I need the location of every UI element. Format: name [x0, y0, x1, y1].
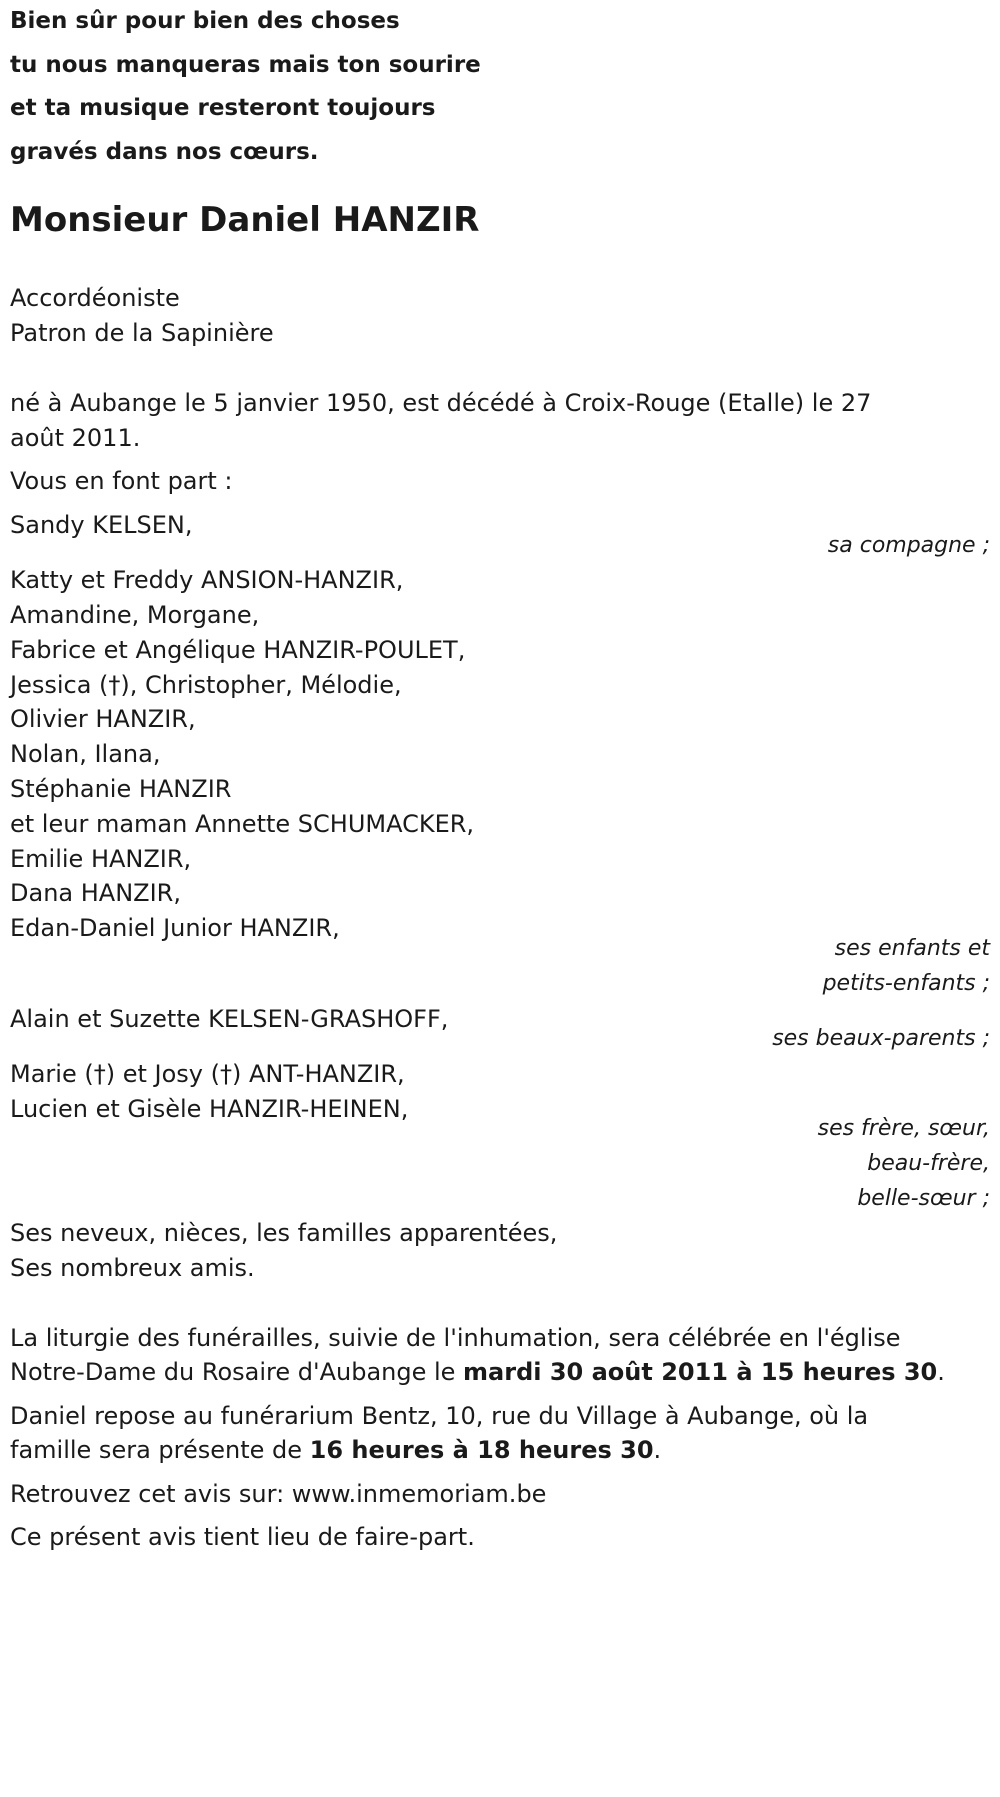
family-name-line: Katty et Freddy ANSION-HANZIR, [10, 566, 404, 594]
relation-label: belle-sœur ; [857, 1186, 990, 1211]
family-name-line: Stéphanie HANZIR [10, 775, 232, 803]
title-line: Patron de la Sapinière [10, 319, 274, 347]
relation-label: ses enfants et [834, 936, 990, 961]
family-name-line: Edan-Daniel Junior HANZIR, [10, 914, 340, 942]
relation-label: petits-enfants ; [822, 971, 990, 996]
family-name-line: Jessica (†), Christopher, Mélodie, [10, 671, 402, 699]
title-line: Accordéoniste [10, 284, 180, 312]
deceased-name: Monsieur Daniel HANZIR [10, 200, 480, 240]
funeral-text: . [937, 1358, 945, 1386]
family-name-line: et leur maman Annette SCHUMACKER, [10, 810, 475, 838]
family-name-line: Ses neveux, nièces, les familles apparentées, [10, 1219, 558, 1247]
funeral-datetime: mardi 30 août 2011 à 15 heures 30 [463, 1358, 938, 1386]
birth-death-line: août 2011. [10, 424, 141, 452]
visitation-line: Daniel repose au funérarium Bentz, 10, rue du Village à Aubange, où la [10, 1402, 869, 1430]
family-name-line: Dana HANZIR, [10, 879, 181, 907]
family-name-line: Lucien et Gisèle HANZIR-HEINEN, [10, 1095, 409, 1123]
family-name-line: Nolan, Ilana, [10, 740, 161, 768]
funeral-line [10, 1358, 945, 1386]
poem-line: Bien sûr pour bien des choses [10, 8, 400, 34]
funeral-text: Notre-Dame du Rosaire d'Aubange le [10, 1358, 464, 1386]
family-name-line: Amandine, Morgane, [10, 601, 260, 629]
poem-line: gravés dans nos cœurs. [10, 139, 319, 165]
family-name-line: Sandy KELSEN, [10, 511, 193, 539]
family-name-line: Marie (†) et Josy (†) ANT-HANZIR, [10, 1060, 405, 1088]
family-name-line: Alain et Suzette KELSEN-GRASHOFF, [10, 1005, 449, 1033]
birth-death-line: né à Aubange le 5 janvier 1950, est décédé à Croix-Rouge (Etalle) le 27 [10, 389, 872, 417]
relation-label: sa compagne ; [827, 533, 990, 558]
family-name-line: Emilie HANZIR, [10, 845, 192, 873]
visitation-hours: 16 heures à 18 heures 30 [309, 1436, 654, 1464]
funeral-line: La liturgie des funérailles, suivie de l'inhumation, sera célébrée en l'église [10, 1324, 901, 1352]
family-name-line: Ses nombreux amis. [10, 1254, 255, 1282]
poem-line: tu nous manqueras mais ton sourire [10, 52, 481, 78]
relation-label: ses beaux-parents ; [772, 1026, 990, 1051]
family-name-line: Fabrice et Angélique HANZIR-POULET, [10, 636, 466, 664]
visitation-line [10, 1436, 661, 1464]
announce-intro: Vous en font part : [10, 467, 233, 495]
website-line: Retrouvez cet avis sur: www.inmemoriam.be [10, 1480, 547, 1508]
visitation-text: . [653, 1436, 662, 1464]
relation-label: beau-frère, [867, 1151, 990, 1176]
family-name-line: Olivier HANZIR, [10, 705, 196, 733]
closing-line: Ce présent avis tient lieu de faire-part. [10, 1523, 475, 1551]
poem-line: et ta musique resteront toujours [10, 95, 436, 121]
relation-label: ses frère, sœur, [817, 1116, 990, 1141]
visitation-text: famille sera présente de [10, 1436, 310, 1464]
